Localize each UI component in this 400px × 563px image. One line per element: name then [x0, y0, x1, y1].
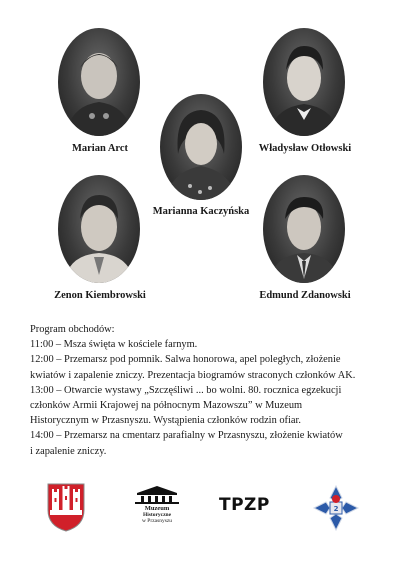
program-line: 14:00 – Przemarsz na cmentarz parafialny w Przasnyszu, złożenie kwiatów	[30, 430, 343, 442]
museum-building-icon	[133, 485, 181, 505]
program-section	[30, 322, 380, 459]
museum-line: Muzeum	[144, 505, 170, 512]
portrait-photo-icon	[160, 94, 242, 200]
program-line: 11:00 – Msza święta w kościele farnym.	[30, 339, 198, 351]
program-line: Historycznym w Przasnyszu. Wystąpienia członków rodzin ofiar.	[30, 415, 302, 427]
coat-of-arms-shield-icon	[46, 482, 86, 532]
museum-name	[130, 506, 184, 524]
program-line: kwiatów i zapalenie zniczy. Prezentacja biogramów straconych członków AK.	[30, 369, 356, 381]
program-heading: Program obchodów:	[30, 324, 115, 335]
person-name: Zenon Kiembrowski	[54, 290, 146, 301]
svg-text:2: 2	[333, 505, 339, 513]
portrait-edmund-zdanowski	[263, 175, 345, 283]
person-name: Edmund Zdanowski	[259, 290, 351, 301]
portrait-photo-icon	[58, 175, 140, 283]
program-line: członków Armii Krajowej na północnym Mazowszu” w Muzeum	[30, 400, 303, 412]
person-name: Marian Arct	[71, 143, 129, 154]
portrait-photo-icon	[263, 28, 345, 136]
person-name: Władysław Otłowski	[258, 143, 352, 154]
portrait-wladyslaw-otlowski	[263, 28, 345, 136]
portrait-marianna-kaczynska	[160, 94, 242, 200]
portrait-zenon-kiembrowski	[58, 175, 140, 283]
person-name: Marianna Kaczyńska	[152, 206, 250, 217]
museum-line: Historyczne	[142, 512, 172, 518]
program-line: 13:00 – Otwarcie wystawy „Szczęśliwi ... bo wolni. 80. rocznica egzekucji	[30, 384, 342, 396]
portrait-marian-arct	[58, 28, 140, 136]
museum-line: w Przasnyszu	[141, 518, 173, 524]
portrait-photo-icon	[263, 175, 345, 283]
portrait-photo-icon	[58, 28, 140, 136]
tpzp-logo: TPZP	[219, 495, 270, 515]
cross-emblem-icon	[312, 484, 360, 532]
program-line: 12:00 – Przemarsz pod pomnik. Salwa honorowa, apel poległych, złożenie	[30, 354, 341, 366]
program-line: i zapalenie zniczy.	[30, 445, 107, 457]
